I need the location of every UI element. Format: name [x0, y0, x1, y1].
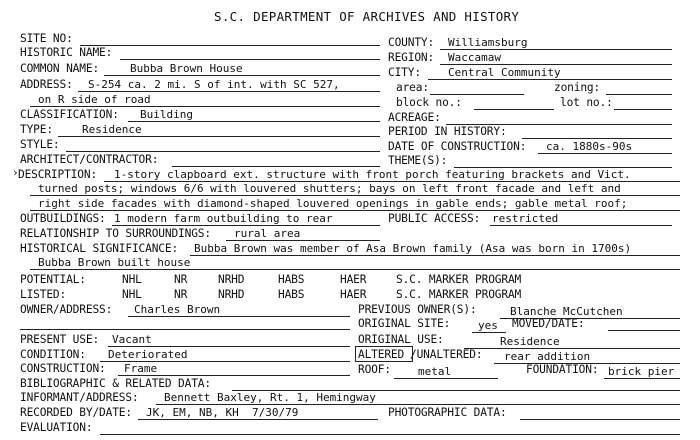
evaluation-field	[100, 434, 680, 435]
classification-value: Building	[140, 108, 193, 121]
original-site-label: ORIGINAL SITE:	[358, 317, 451, 330]
region-label: REGION:	[388, 51, 435, 64]
construction-value: Frame	[124, 362, 158, 375]
significance-label: HISTORICAL SIGNIFICANCE:	[20, 242, 179, 255]
recorded-by-label: RECORDED BY/DATE:	[20, 406, 132, 419]
present-use-label: PRESENT USE:	[20, 333, 100, 346]
lot-no-field	[614, 109, 672, 110]
area-label: area:	[396, 81, 429, 94]
address-line2-value: on R side of road	[38, 93, 151, 106]
significance-field-line1	[190, 255, 680, 256]
owner-label: OWNER/ADDRESS:	[20, 303, 113, 316]
potential-label: POTENTIAL:	[20, 273, 86, 286]
potential-habs: HABS	[278, 273, 305, 286]
moved-date-field	[608, 330, 680, 331]
altered-note-value: rear addition	[504, 350, 591, 363]
city-field	[428, 79, 672, 80]
listed-sc-marker: S.C. MARKER PROGRAM	[396, 288, 522, 301]
relationship-field	[226, 240, 380, 241]
potential-nrhd: NRHD	[218, 273, 245, 286]
construction-field	[118, 375, 350, 376]
lot-no-label: lot no.:	[560, 96, 613, 109]
county-value: Williamsburg	[448, 36, 528, 49]
foundation-field	[604, 378, 680, 379]
potential-sc-marker: S.C. MARKER PROGRAM	[396, 273, 522, 286]
description-field-line2	[30, 195, 680, 196]
county-field	[440, 49, 672, 50]
themes-label: THEME(S):	[388, 154, 448, 167]
potential-haer: HAER	[340, 273, 367, 286]
present-use-field	[108, 346, 350, 347]
date-construction-field	[538, 153, 672, 154]
zoning-label: zoning:	[554, 81, 601, 94]
style-label: STYLE:	[20, 138, 60, 151]
condition-value: Deteriorated	[108, 348, 188, 361]
type-value: Residence	[82, 123, 142, 136]
style-field	[66, 151, 380, 152]
period-label: PERIOD IN HISTORY:	[388, 125, 507, 138]
original-site-field	[472, 332, 506, 333]
original-use-field	[464, 348, 680, 349]
listed-nr: NR	[174, 288, 188, 301]
description-field-line3	[30, 210, 680, 211]
recorded-by-value: JK, EM, NB, KH 7/30/79	[146, 406, 299, 419]
previous-owners-value: Blanche McCutchen	[510, 305, 623, 318]
region-value: Waccamaw	[448, 51, 501, 64]
significance-line1-value: Bubba Brown was member of Asa Brown family (Asa was born in 1700s)	[194, 242, 632, 255]
significance-line2-value: Bubba Brown built house	[38, 256, 191, 269]
altered-label: ALTERED	[358, 348, 405, 361]
relationship-label: RELATIONSHIP TO SURROUNDINGS:	[20, 227, 211, 240]
county-label: COUNTY:	[388, 36, 435, 49]
original-use-label: ORIGINAL USE:	[358, 333, 444, 346]
roof-field	[394, 378, 498, 379]
zoning-field	[606, 94, 672, 95]
form-title: S.C. DEPARTMENT OF ARCHIVES AND HISTORY	[214, 9, 520, 24]
margin-arrow-icon: ›	[12, 166, 19, 179]
original-use-value: Residence	[500, 335, 560, 348]
address-field-line2	[30, 106, 380, 107]
outbuildings-field	[112, 225, 380, 226]
listed-label: LISTED:	[20, 288, 67, 301]
informant-label: INFORMANT/ADDRESS:	[20, 391, 139, 404]
date-construction-value: ca. 1880s-90s	[546, 140, 633, 153]
block-no-field	[474, 109, 554, 110]
common-name-value: Bubba Brown House	[130, 62, 243, 75]
public-access-value: restricted	[492, 212, 559, 225]
outbuildings-value: 1 modern farm outbuilding to rear	[114, 212, 333, 225]
potential-nr: NR	[174, 273, 188, 286]
public-access-label: PUBLIC ACCESS:	[388, 212, 481, 225]
condition-label: CONDITION:	[20, 348, 86, 361]
acreage-label: ACREAGE:	[388, 111, 441, 124]
description-line1-value: 1-story clapboard ext. structure with front porch featuring brackets and Vict.	[114, 168, 631, 181]
historic-name-field	[120, 59, 380, 60]
classification-label: CLASSIFICATION:	[20, 108, 119, 121]
unaltered-label: /UNALTERED:	[410, 348, 483, 361]
architect-field	[172, 166, 380, 167]
photographic-field	[520, 419, 680, 420]
significance-field-line2	[30, 269, 680, 270]
listed-haer: HAER	[340, 288, 367, 301]
site-no-label: SITE NO:	[20, 32, 73, 45]
architect-label: ARCHITECT/CONTRACTOR:	[20, 153, 159, 166]
bibliographic-label: BIBLIOGRAPHIC & RELATED DATA:	[20, 377, 211, 390]
moved-date-label: MOVED/DATE:	[512, 317, 585, 330]
roof-label: ROOF:	[358, 363, 391, 376]
classification-field	[128, 121, 380, 122]
outbuildings-label: OUTBUILDINGS:	[20, 212, 106, 225]
period-field	[522, 138, 672, 139]
foundation-value: brick pier	[608, 365, 675, 378]
foundation-label: FOUNDATION:	[526, 363, 599, 376]
historic-name-label: HISTORIC NAME:	[20, 46, 113, 59]
listed-nrhd: NRHD	[218, 288, 245, 301]
site-no-field	[80, 45, 380, 46]
city-label: CITY:	[388, 66, 421, 79]
roof-value: metal	[418, 365, 452, 378]
address-field-line1	[78, 91, 380, 92]
owner-field	[128, 316, 350, 317]
evaluation-label: EVALUATION:	[20, 421, 93, 434]
photographic-label: PHOTOGRAPHIC DATA:	[388, 406, 507, 419]
description-line3-value: right side facades with diamond-shaped louvered openings in gable ends; gable metal roof;	[38, 197, 628, 210]
description-line2-value: turned posts; windows 6/6 with louvered shutters; bays on left front facade and left and	[38, 182, 621, 195]
description-label: DESCRIPTION:	[18, 168, 98, 181]
area-field	[430, 94, 524, 95]
owner-field-line2	[20, 329, 350, 330]
owner-value: Charles Brown	[134, 303, 221, 316]
address-line1-value: S-254 ca. 2 mi. S of int. with SC 527,	[88, 78, 340, 91]
listed-habs: HABS	[278, 288, 305, 301]
city-value: Central Community	[448, 66, 561, 79]
original-site-value: yes	[478, 319, 498, 332]
region-field	[440, 64, 672, 65]
address-label: ADDRESS:	[20, 78, 73, 91]
type-field	[58, 136, 380, 137]
relationship-value: rural area	[234, 227, 301, 240]
recorded-by-field	[138, 419, 378, 420]
informant-field	[156, 404, 680, 405]
common-name-field	[104, 75, 380, 76]
block-no-label: block no.:	[396, 96, 462, 109]
informant-value: Bennett Baxley, Rt. 1, Hemingway	[164, 391, 376, 404]
common-name-label: COMMON NAME:	[20, 62, 100, 75]
previous-owners-label: PREVIOUS OWNER(S):	[358, 303, 477, 316]
potential-nhl: NHL	[122, 273, 142, 286]
type-label: TYPE:	[20, 123, 53, 136]
date-construction-label: DATE OF CONSTRUCTION:	[388, 140, 527, 153]
present-use-value: Vacant	[112, 333, 152, 346]
construction-label: CONSTRUCTION:	[20, 362, 106, 375]
listed-nhl: NHL	[122, 288, 142, 301]
public-access-field	[490, 225, 672, 226]
